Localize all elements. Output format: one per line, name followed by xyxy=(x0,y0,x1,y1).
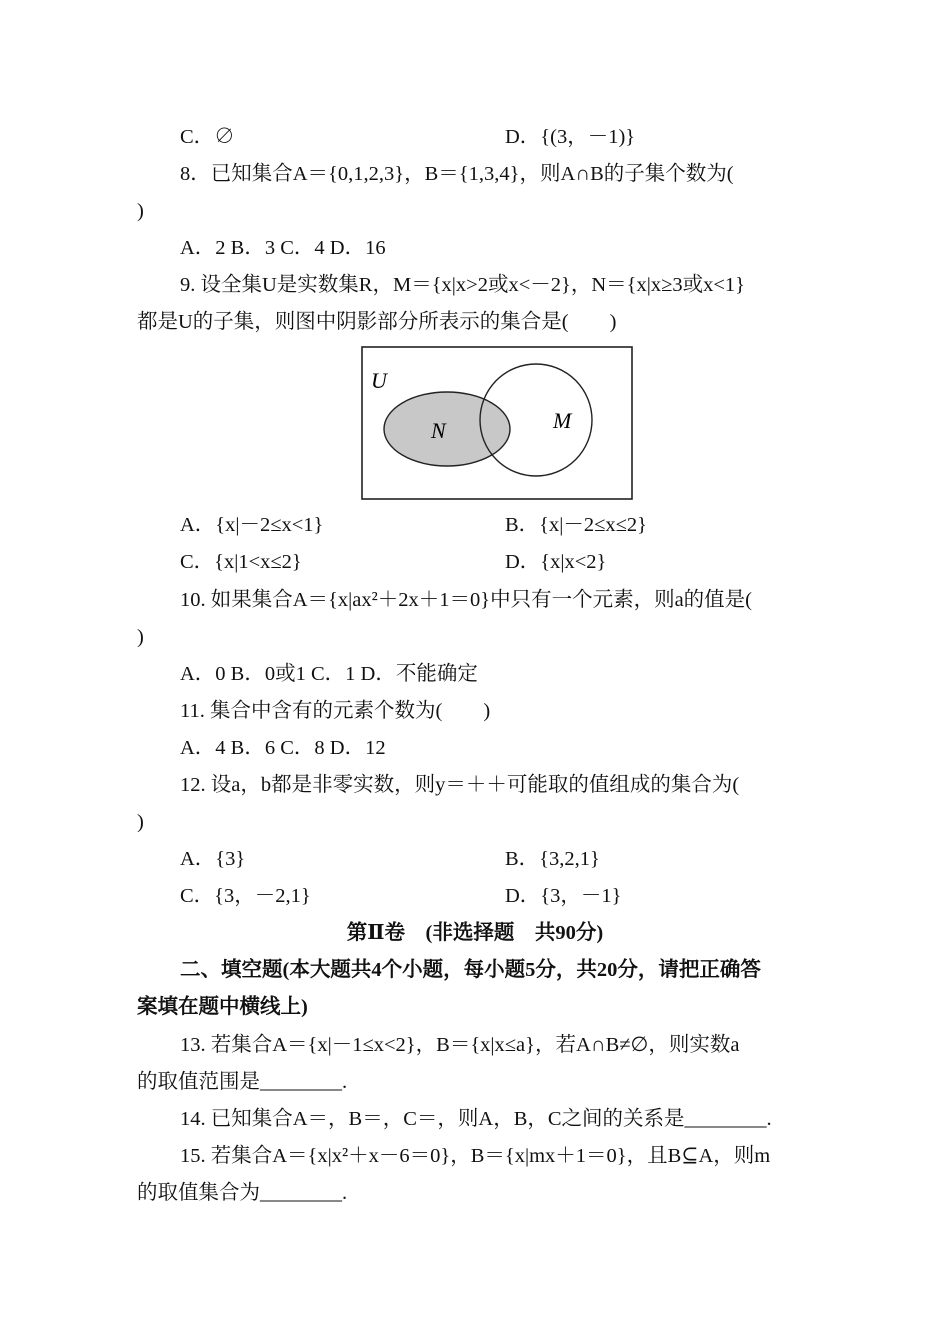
q15-stem-cont: 的取值集合为________. xyxy=(137,1182,348,1204)
q8-stem: 8．已知集合A＝{0,1,2,3}，B＝{1,3,4}，则A∩B的子集个数为( xyxy=(180,163,734,185)
q10-options: A．0 B．0或1 C．1 D．不能确定 xyxy=(180,663,478,685)
label-u: U xyxy=(371,368,387,393)
q8-options: A．2 B．3 C．4 D．16 xyxy=(180,237,386,259)
q13-stem-cont: 的取值范围是________. xyxy=(137,1071,348,1093)
section-heading-cont: 案填在题中横线上) xyxy=(137,996,308,1018)
q7-option-c: C．∅ xyxy=(180,126,235,148)
q10-stem-cont: ) xyxy=(137,626,144,648)
q12-option-b: B．{3,2,1} xyxy=(505,848,600,870)
q10-stem: 10. 如果集合A＝{x|ax²＋2x＋1＝0}中只有一个元素，则a的值是( xyxy=(180,589,753,611)
q9-stem: 9. 设全集U是实数集R，M＝{x|x>2或x<－2}，N＝{x|x≥3或x<1} xyxy=(180,274,746,296)
venn-diagram xyxy=(361,346,633,500)
q14-stem: 14. 已知集合A＝，B＝，C＝，则A，B，C之间的关系是________. xyxy=(180,1108,772,1130)
q9-option-b: B．{x|－2≤x≤2} xyxy=(505,514,647,536)
label-n: N xyxy=(431,418,446,443)
set-n-ellipse xyxy=(384,392,510,466)
q9-stem-cont: 都是U的子集，则图中阴影部分所表示的集合是( ) xyxy=(137,311,617,333)
q12-stem-cont: ) xyxy=(137,811,144,833)
q12-option-c: C．{3，－2,1} xyxy=(180,885,311,907)
q7-option-d: D．{(3，－1)} xyxy=(505,126,636,148)
q12-option-a: A．{3} xyxy=(180,848,246,870)
q11-stem: 11. 集合中含有的元素个数为( ) xyxy=(180,700,491,722)
section-heading: 二、填空题(本大题共4个小题，每小题5分，共20分，请把正确答 xyxy=(180,959,761,981)
q13-stem: 13. 若集合A＝{x|－1≤x<2}，B＝{x|x≤a}，若A∩B≠∅，则实数a xyxy=(180,1034,740,1056)
q12-option-d: D．{3，－1} xyxy=(505,885,622,907)
q15-stem: 15. 若集合A＝{x|x²＋x－6＝0}，B＝{x|mx＋1＝0}，且B⊆A，则m xyxy=(180,1145,771,1167)
q12-stem: 12. 设a，b都是非零实数，则y＝＋＋可能取的值组成的集合为( xyxy=(180,774,740,796)
q9-option-a: A．{x|－2≤x<1} xyxy=(180,514,324,536)
q9-option-d: D．{x|x<2} xyxy=(505,551,607,573)
q9-option-c: C．{x|1<x≤2} xyxy=(180,551,302,573)
part2-title: 第Ⅱ卷 (非选择题 共90分) xyxy=(346,922,604,944)
q11-options: A．4 B．6 C．8 D．12 xyxy=(180,737,386,759)
q8-stem-cont: ) xyxy=(137,200,144,222)
label-m: M xyxy=(553,408,572,433)
